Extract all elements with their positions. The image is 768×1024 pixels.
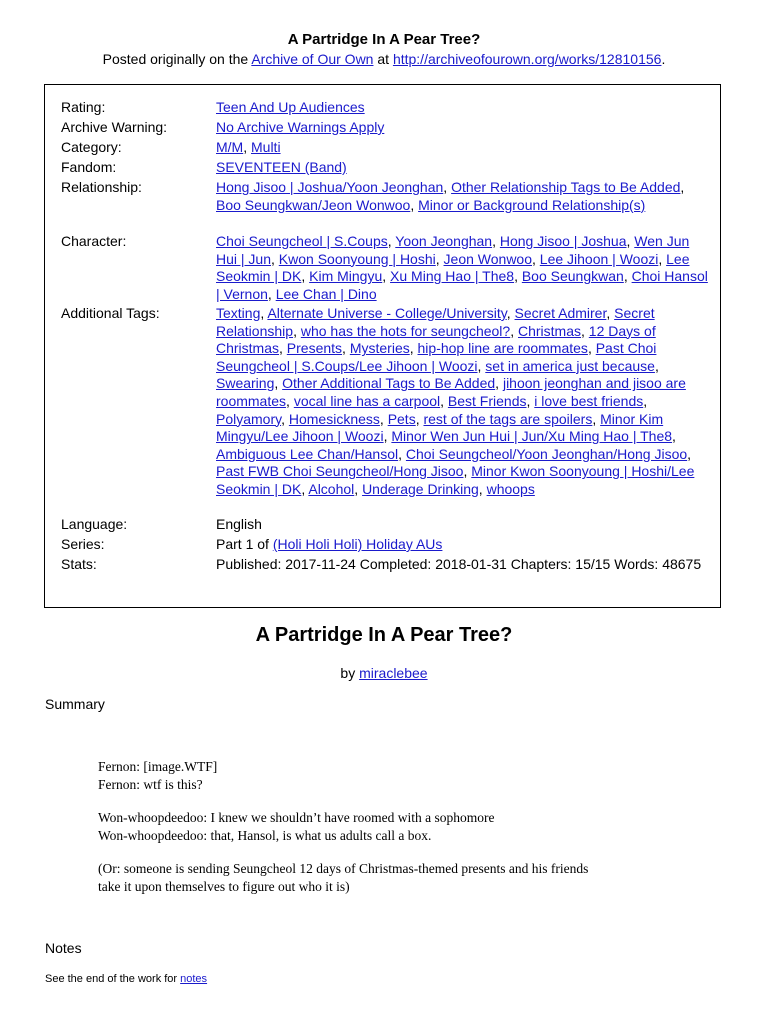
notes-link[interactable]: notes bbox=[180, 973, 208, 985]
tag-link[interactable]: Past FWB Choi Seungcheol/Hong Jisoo bbox=[216, 463, 464, 480]
meta-stats-label: Stats: bbox=[61, 556, 97, 572]
tag-link[interactable]: Polyamory bbox=[216, 410, 282, 427]
tag-link[interactable]: Kim Mingyu bbox=[309, 268, 383, 285]
tag-separator: , bbox=[379, 410, 388, 427]
tag-link[interactable]: Choi Seungcheol | S.Coups bbox=[216, 233, 388, 249]
meta-rating-value bbox=[216, 99, 710, 117]
tag-link[interactable]: Lee Jihoon | Woozi bbox=[539, 250, 659, 267]
meta-series-value bbox=[216, 536, 710, 554]
tag-link[interactable]: Lee Chan | Dino bbox=[275, 285, 377, 302]
tag-link[interactable]: Minor Wen Jun Hui | Jun/Xu Ming Hao | The8 bbox=[391, 428, 673, 445]
series-link[interactable]: (Holi Holi Holi) Holiday AUs bbox=[272, 536, 443, 552]
posted-suffix: . bbox=[661, 51, 666, 67]
tag-link[interactable]: Ambiguous Lee Chan/Hansol bbox=[216, 445, 399, 462]
tag-link[interactable]: Texting bbox=[216, 305, 261, 321]
meta-fandom-value bbox=[216, 159, 710, 177]
tag-separator: , bbox=[626, 233, 635, 249]
summary-line: Fernon: [image.WTF] bbox=[98, 759, 218, 774]
tag-link[interactable]: Underage Drinking bbox=[362, 480, 479, 497]
summary-heading: Summary bbox=[45, 696, 105, 712]
tag-separator: , bbox=[271, 250, 279, 267]
tag-link[interactable]: whoops bbox=[486, 480, 535, 497]
meta-language-label: Language: bbox=[61, 516, 128, 532]
tag-link[interactable]: Minor Kwon Soonyoung | Hoshi/Lee Seokmin | DK bbox=[216, 463, 695, 497]
tag-link[interactable]: set in america just because bbox=[485, 357, 655, 374]
tag-link[interactable]: Lee Seokmin | DK bbox=[216, 250, 690, 285]
tag-separator: , bbox=[477, 357, 486, 374]
tag-link[interactable]: Yoon Jeonghan bbox=[395, 233, 493, 249]
tag-separator: , bbox=[687, 445, 692, 462]
notes-text bbox=[45, 972, 207, 986]
summary-line: (Or: someone is sending Seungcheol 12 days of Christmas-themed presents and his friends bbox=[98, 861, 589, 876]
meta-language-value: English bbox=[216, 516, 262, 532]
tag-separator: , bbox=[514, 268, 522, 285]
meta-category-value bbox=[216, 139, 710, 157]
tag-separator: , bbox=[382, 268, 391, 285]
meta-fandom-label: Fandom: bbox=[61, 159, 117, 175]
tag-separator: , bbox=[274, 375, 283, 392]
tag-link[interactable]: Past Choi Seungcheol | S.Coups/Lee Jihoon | Woozi bbox=[216, 340, 657, 374]
tag-separator: , bbox=[301, 268, 310, 285]
tag-separator: , bbox=[260, 305, 268, 321]
tag-separator: , bbox=[387, 233, 396, 249]
summary-paragraph bbox=[98, 860, 678, 896]
summary-line: Won-whoopdeedoo: I knew we shouldn’t have roomed with a sophomore bbox=[98, 810, 495, 825]
tag-link[interactable]: Presents bbox=[286, 340, 343, 357]
notes-prefix: See the end of the work for bbox=[45, 973, 181, 985]
summary-body bbox=[98, 758, 678, 911]
tag-separator: , bbox=[643, 392, 648, 409]
tag-link[interactable]: Secret Admirer bbox=[514, 305, 607, 321]
tag-separator: , bbox=[581, 322, 589, 339]
posted-line bbox=[0, 50, 768, 68]
summary-line: Won-whoopdeedoo: that, Hansol, is what us adults call a box. bbox=[98, 828, 432, 843]
meta-category-label: Category: bbox=[61, 139, 122, 155]
posted-prefix: Posted originally on the bbox=[102, 51, 252, 67]
tag-separator: , bbox=[587, 340, 596, 357]
series-prefix: Part 1 of bbox=[216, 536, 273, 552]
tag-link[interactable]: Alternate Universe - College/University bbox=[267, 305, 507, 321]
meta-additional-label: Additional Tags: bbox=[61, 305, 160, 321]
tag-link[interactable]: Xu Ming Hao | The8 bbox=[390, 268, 515, 285]
meta-rating-label: Rating: bbox=[61, 99, 106, 115]
byline bbox=[0, 664, 768, 682]
tag-link[interactable]: rest of the tags are spoilers bbox=[423, 410, 593, 427]
meta-additional-value bbox=[216, 305, 710, 499]
tag-link[interactable]: Wen Jun Hui | Jun bbox=[216, 233, 690, 267]
tag-separator: , bbox=[654, 357, 659, 374]
summary-paragraph bbox=[98, 809, 678, 845]
tag-link[interactable]: No Archive Warnings Apply bbox=[216, 119, 385, 135]
tag-separator: , bbox=[342, 340, 350, 357]
tag-link[interactable]: Mysteries bbox=[349, 340, 410, 357]
tag-separator: , bbox=[293, 322, 301, 339]
meta-warning-value bbox=[216, 119, 710, 137]
author-link[interactable]: miraclebee bbox=[359, 665, 428, 681]
tag-link[interactable]: Christmas bbox=[518, 322, 582, 339]
tag-separator: , bbox=[435, 250, 444, 267]
tag-link[interactable]: Other Additional Tags to Be Added bbox=[282, 375, 496, 392]
tag-separator: , bbox=[267, 285, 276, 302]
tag-separator: , bbox=[526, 392, 535, 409]
meta-character-label: Character: bbox=[61, 233, 127, 249]
tag-link[interactable]: Boo Seungkwan/Jeon Wonwoo bbox=[216, 196, 411, 213]
notes-heading: Notes bbox=[45, 940, 82, 956]
tag-link[interactable]: Minor or Background Relationship(s) bbox=[418, 196, 646, 213]
tag-separator: , bbox=[354, 480, 363, 497]
tag-link[interactable]: Teen And Up Audiences bbox=[216, 99, 365, 115]
work-title: A Partridge In A Pear Tree? bbox=[255, 624, 513, 646]
tag-separator: , bbox=[440, 392, 448, 409]
tag-separator: , bbox=[492, 233, 500, 249]
posted-mid: at bbox=[373, 51, 393, 67]
tag-link[interactable]: Choi Seungcheol/Yoon Jeonghan/Hong Jisoo bbox=[405, 445, 688, 462]
tag-separator: , bbox=[592, 410, 601, 427]
summary-line: Fernon: wtf is this? bbox=[98, 777, 203, 792]
tag-separator: , bbox=[243, 139, 251, 155]
meta-character-value bbox=[216, 233, 710, 303]
tag-separator: , bbox=[506, 305, 515, 321]
tag-link[interactable]: Kwon Soonyoung | Hoshi bbox=[278, 250, 436, 267]
tag-link[interactable]: Other Relationship Tags to Be Added bbox=[451, 179, 681, 195]
tag-link[interactable]: Choi Hansol | Vernon bbox=[216, 268, 708, 302]
tag-link[interactable]: SEVENTEEN (Band) bbox=[216, 159, 347, 175]
meta-series-label: Series: bbox=[61, 536, 105, 552]
tag-link[interactable]: Hong Jisoo | Joshua bbox=[499, 233, 627, 249]
tag-link[interactable]: Hong Jisoo | Joshua/Yoon Jeonghan bbox=[216, 179, 444, 195]
tag-link[interactable]: Alcohol bbox=[308, 480, 355, 497]
tag-separator: , bbox=[279, 340, 287, 357]
tag-link[interactable]: Best Friends bbox=[447, 392, 527, 409]
tag-separator: , bbox=[658, 250, 667, 267]
tag-separator: , bbox=[443, 179, 452, 195]
tag-separator: , bbox=[532, 250, 540, 267]
summary-line: take it upon themselves to figure out who it is) bbox=[98, 879, 350, 894]
tag-separator: , bbox=[409, 340, 418, 357]
tag-separator: , bbox=[410, 196, 419, 213]
tag-separator: , bbox=[281, 410, 289, 427]
top-title: A Partridge In A Pear Tree? bbox=[287, 31, 481, 48]
meta-relationship-value bbox=[216, 179, 710, 214]
tag-separator: , bbox=[463, 463, 472, 480]
tag-separator: , bbox=[478, 480, 487, 497]
tag-separator: , bbox=[398, 445, 406, 462]
tag-link[interactable]: Homesickness bbox=[288, 410, 380, 427]
tag-link[interactable]: Minor Kim Mingyu/Lee Jihoon | Woozi bbox=[216, 410, 664, 445]
tag-link[interactable]: jihoon jeonghan and jisoo are roommates bbox=[216, 375, 686, 409]
tag-link[interactable]: Pets bbox=[387, 410, 416, 427]
tag-link[interactable]: Secret Relationship bbox=[216, 305, 655, 339]
archive-link[interactable]: Archive of Our Own bbox=[251, 51, 374, 67]
tag-separator: , bbox=[301, 480, 309, 497]
byline-prefix: by bbox=[340, 665, 360, 681]
summary-paragraph bbox=[98, 758, 678, 794]
tag-link[interactable]: 12 Days of Christmas bbox=[216, 322, 656, 357]
tag-link[interactable]: hip-hop line are roommates bbox=[417, 340, 588, 357]
tag-link[interactable]: i love best friends bbox=[534, 392, 644, 409]
tag-separator: , bbox=[495, 375, 503, 392]
meta-stats-value: Published: 2017-11-24 Completed: 2018-01-31 Chapters: 15/15 Words: 48675 bbox=[216, 556, 702, 572]
meta-relationship-label: Relationship: bbox=[61, 179, 142, 195]
meta-warning-label: Archive Warning: bbox=[61, 119, 168, 135]
tag-link[interactable]: who has the hots for seungcheol? bbox=[300, 322, 511, 339]
tag-link[interactable]: Boo Seungkwan bbox=[521, 268, 624, 285]
tag-link[interactable]: Jeon Wonwoo bbox=[443, 250, 532, 267]
tag-separator: , bbox=[672, 428, 676, 445]
tag-separator: , bbox=[606, 305, 615, 321]
metadata-box bbox=[44, 84, 721, 608]
tag-link[interactable]: Multi bbox=[251, 139, 281, 155]
tag-separator: , bbox=[286, 392, 294, 409]
tag-separator: , bbox=[623, 268, 632, 285]
tag-separator: , bbox=[510, 322, 518, 339]
tag-separator: , bbox=[383, 428, 392, 445]
work-url-link[interactable]: http://archiveofourown.org/works/12810156 bbox=[392, 51, 662, 67]
tag-separator: , bbox=[680, 179, 685, 195]
tag-link[interactable]: Swearing bbox=[216, 375, 275, 392]
tag-link[interactable]: vocal line has a carpool bbox=[293, 392, 441, 409]
tag-separator: , bbox=[415, 410, 424, 427]
tag-link[interactable]: M/M bbox=[216, 139, 244, 155]
